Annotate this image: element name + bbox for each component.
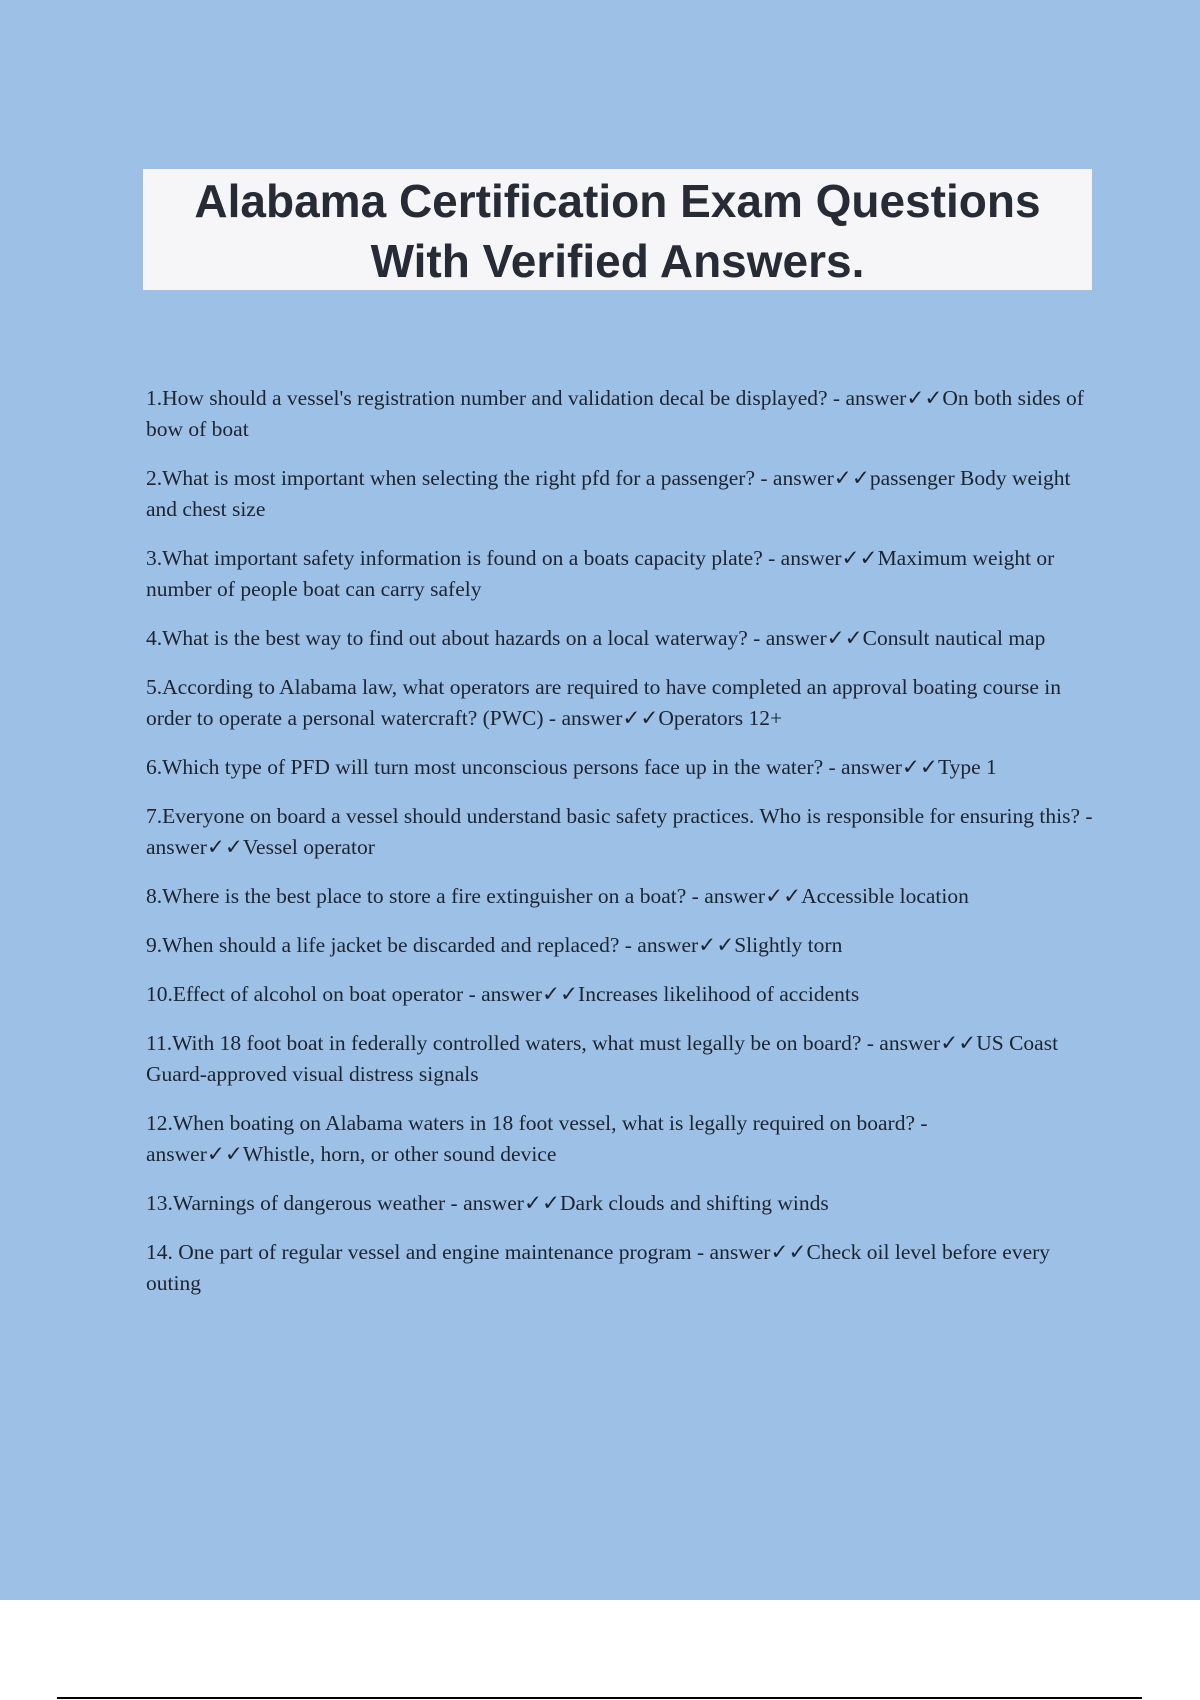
page-title-line-2: With Verified Answers. xyxy=(370,235,865,287)
question-item-4: 4.What is the best way to find out about hazards on a local waterway? - answer✓✓Consult nautical map xyxy=(146,626,1046,650)
question-item-14: 14. One part of regular vessel and engine maintenance program - answer✓✓Check oil level before every outing xyxy=(146,1240,1051,1295)
question-item-11: 11.With 18 foot boat in federally controlled waters, what must legally be on board? - answer✓✓US Coast Guard-approved visual distress signals xyxy=(146,1031,1059,1086)
question-item-12: 12.When boating on Alabama waters in 18 foot vessel, what is legally required on board? - answer✓✓Whistle, horn, or other sound device xyxy=(146,1111,928,1166)
question-item-7: 7.Everyone on board a vessel should understand basic safety practices. Who is responsible for ensuring this? - answer✓✓Vessel operator xyxy=(146,804,1093,859)
question-item-3: 3.What important safety information is found on a boats capacity plate? - answer✓✓Maximum weight or number of people boat can carry safely xyxy=(146,546,1055,601)
question-item-8: 8.Where is the best place to store a fire extinguisher on a boat? - answer✓✓Accessible location xyxy=(146,884,969,908)
question-answer-list xyxy=(146,383,1094,1317)
question-item-6: 6.Which type of PFD will turn most unconscious persons face up in the water? - answer✓✓Type 1 xyxy=(146,755,997,779)
question-item-10: 10.Effect of alcohol on boat operator - answer✓✓Increases likelihood of accidents xyxy=(146,982,860,1006)
question-item-13: 13.Warnings of dangerous weather - answer✓✓Dark clouds and shifting winds xyxy=(146,1191,829,1215)
title-banner xyxy=(143,169,1092,290)
footer-divider xyxy=(57,1697,1142,1699)
page-title-line-1: Alabama Certification Exam Questions xyxy=(194,175,1041,227)
question-item-9: 9.When should a life jacket be discarded and replaced? - answer✓✓Slightly torn xyxy=(146,933,843,957)
question-item-1: 1.How should a vessel's registration number and validation decal be displayed? - answer✓✓On both sides of bow of boat xyxy=(146,386,1084,441)
question-item-5: 5.According to Alabama law, what operators are required to have completed an approval boating course in order to operate a personal watercraft? (PWC) - answer✓✓Operators 12+ xyxy=(146,675,1062,730)
question-item-2: 2.What is most important when selecting the right pfd for a passenger? - answer✓✓passenger Body weight and chest size xyxy=(146,466,1071,521)
